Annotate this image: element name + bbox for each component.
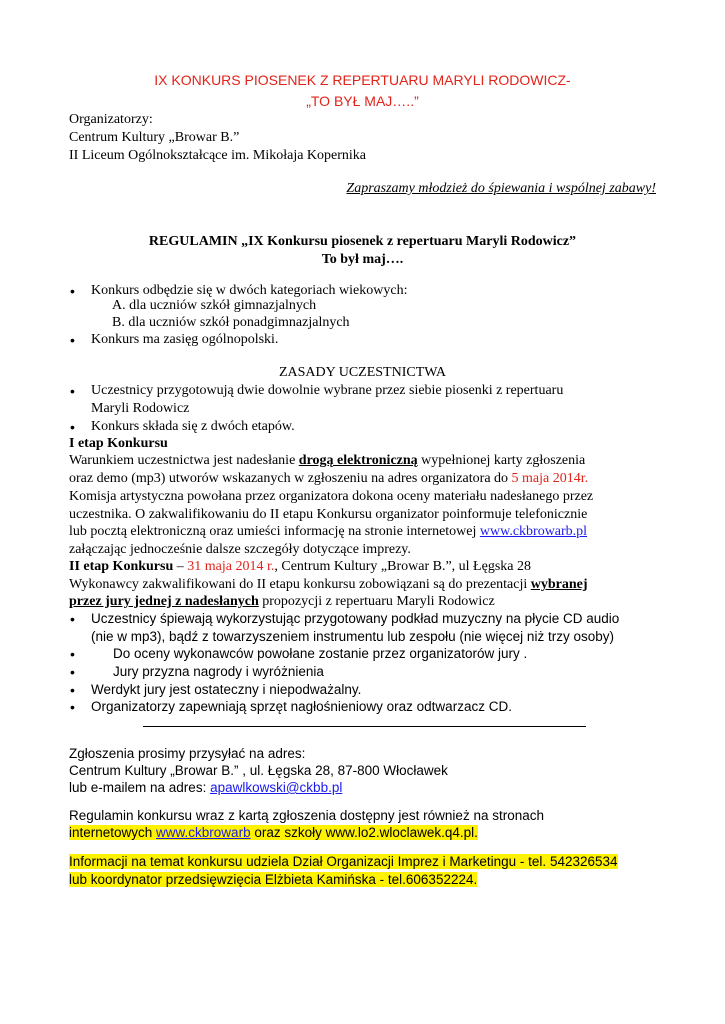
electronic-route: drogą elektroniczną: [298, 453, 418, 468]
bullet: •: [70, 383, 75, 399]
stage2-bullet-4: Werdykt jury jest ostateczny i niepodważalny.: [91, 682, 362, 697]
contact-line-3: [69, 779, 342, 797]
bullet: •: [70, 332, 75, 348]
stage1-line-3: Komisja artystyczna powołana przez organizatora dokona oceny materiału nadesłanego przez: [69, 489, 594, 504]
website-link-2[interactable]: www.ckbrowarb: [156, 825, 251, 840]
stage1-heading: I etap Konkursu: [69, 436, 168, 451]
title-line-1: IX KONKURS PIOSENEK Z REPERTUARU MARYLI RODOWICZ-: [154, 72, 571, 88]
stage2-bullet-5: Organizatorzy zapewniają sprzęt nagłośnieniowy oraz odtwarzacz CD.: [91, 699, 512, 714]
contact-line-1: Zgłoszenia prosimy przysyłać na adres:: [69, 746, 306, 761]
stage2-date: 31 maja 2014 r.: [187, 559, 275, 574]
title-line-2: „TO BYŁ MAJ…..”: [306, 93, 419, 109]
stage1-line-1: [69, 452, 585, 470]
rules-title-line-2: To był maj….: [321, 252, 404, 267]
bullet: •: [70, 611, 75, 627]
availability-line-2-pre: internetowych: [69, 825, 157, 840]
organizers-label: Organizatorzy:: [69, 112, 153, 127]
stage1-line-4: uczestnika. O zakwalifikowaniu do II etapu Konkursu organizator poinformuje telefonicznie: [69, 507, 588, 522]
bullet: •: [70, 283, 75, 299]
categories-bullet-2: Konkurs ma zasięg ogólnopolski.: [91, 332, 279, 347]
participation-bullet-1-line-2: Maryli Rodowicz: [91, 401, 190, 416]
stage2-line-2-pre: Wykonawcy zakwalifikowani do II etapu konkursu zobowiązani są do prezentacji: [69, 577, 531, 592]
stage1-line-2-pre: oraz demo (mp3) utworów wskazanych w zgłoszeniu na adres organizatora do: [69, 471, 512, 486]
participation-bullet-2: Konkurs składa się z dwóch etapów.: [91, 419, 295, 434]
bullet: •: [70, 646, 75, 662]
rules-title-line-1: REGULAMIN „IX Konkursu piosenek z repertuaru Maryli Rodowicz”: [148, 234, 577, 249]
bullet: •: [70, 419, 75, 435]
participation-heading: ZASADY UCZESTNICTWA: [278, 365, 447, 380]
stage2-jury-choice: przez jury jednej z nadesłanych: [69, 594, 259, 609]
availability-line-2-post: oraz szkoły www.lo2.wloclawek.q4.pl.: [250, 825, 478, 840]
participation-bullet-1-line-1: Uczestnicy przygotowują dwie dowolnie wybrane przez siebie piosenki z repertuaru: [91, 383, 564, 398]
stage2-heading: II etap Konkursu: [69, 559, 174, 574]
stage1-line-5: [69, 523, 587, 541]
stage1-line-6: załączając jednocześnie dalsze szczegóły dotyczące imprezy.: [69, 542, 411, 557]
stage2-dash: –: [173, 559, 188, 574]
section-divider: [143, 726, 586, 727]
stage2-selected: wybranej: [530, 577, 588, 592]
stage2-line-3: [69, 593, 495, 611]
info-line-1: [69, 853, 618, 871]
stage1-line-5-pre: lub pocztą elektroniczną oraz umieści informację na stronie internetowej: [69, 524, 480, 539]
stage2-line-2: [69, 576, 588, 594]
info-line-1-text: Informacji na temat konkursu udziela Dział Organizacji Imprez i Marketingu - tel. 542326534: [69, 854, 618, 869]
stage2-bullet-1-line-1: Uczestnicy śpiewają wykorzystując przygotowany podkład muzyczny na płycie CD audio: [91, 611, 620, 626]
bullet: •: [70, 664, 75, 680]
stage2-place: , Centrum Kultury „Browar B.”, ul Łęgska 28: [274, 559, 531, 574]
contact-line-3-pre: lub e-mailem na adres:: [69, 780, 211, 795]
availability-line-2: [69, 824, 478, 842]
info-line-2-text: lub koordynator przedsięwzięcia Elżbieta Kamińska - tel.606352224.: [69, 872, 478, 887]
organizer-1: Centrum Kultury „Browar B.”: [69, 130, 240, 145]
categories-bullet-1: Konkurs odbędzie się w dwóch kategoriach wiekowych:: [91, 283, 408, 298]
stage1-line-1-post: wypełnionej karty zgłoszenia: [417, 453, 586, 468]
bullet: •: [70, 682, 75, 698]
contact-line-2: Centrum Kultury „Browar B.” , ul. Łęgska 28, 87-800 Włocławek: [69, 763, 448, 778]
stage2-line-3-post: propozycji z repertuaru Maryli Rodowicz: [258, 594, 495, 609]
stage2-bullet-1-line-2: (nie w mp3), bądź z towarzyszeniem instrumentu lub zespołu (nie więcej niż trzy osoby): [91, 629, 614, 644]
email-link[interactable]: apawlkowski@ckbb.pl: [210, 780, 343, 795]
stage2-bullet-2: Do oceny wykonawców powołane zostanie przez organizatorów jury .: [113, 646, 528, 661]
stage1-deadline: 5 maja 2014r.: [511, 471, 589, 486]
organizer-2: II Liceum Ogólnokształcące im. Mikołaja Kopernika: [69, 148, 367, 163]
website-link[interactable]: www.ckbrowarb.pl: [479, 524, 588, 539]
category-a: A. dla uczniów szkół gimnazjalnych: [112, 298, 317, 313]
info-line-2: [69, 871, 477, 889]
stage1-line-2: [69, 470, 588, 488]
invitation-text: Zapraszamy młodzież do śpiewania i wspólnej zabawy!: [346, 181, 656, 196]
availability-line-1: Regulamin konkursu wraz z kartą zgłoszenia dostępny jest również na stronach: [69, 808, 544, 823]
stage2-bullet-3: Jury przyzna nagrody i wyróżnienia: [113, 664, 324, 679]
bullet: •: [70, 699, 75, 715]
stage2-heading-line: [69, 558, 531, 576]
category-b: B. dla uczniów szkół ponadgimnazjalnych: [112, 315, 350, 330]
stage1-line-1-pre: Warunkiem uczestnictwa jest nadesłanie: [69, 453, 299, 468]
